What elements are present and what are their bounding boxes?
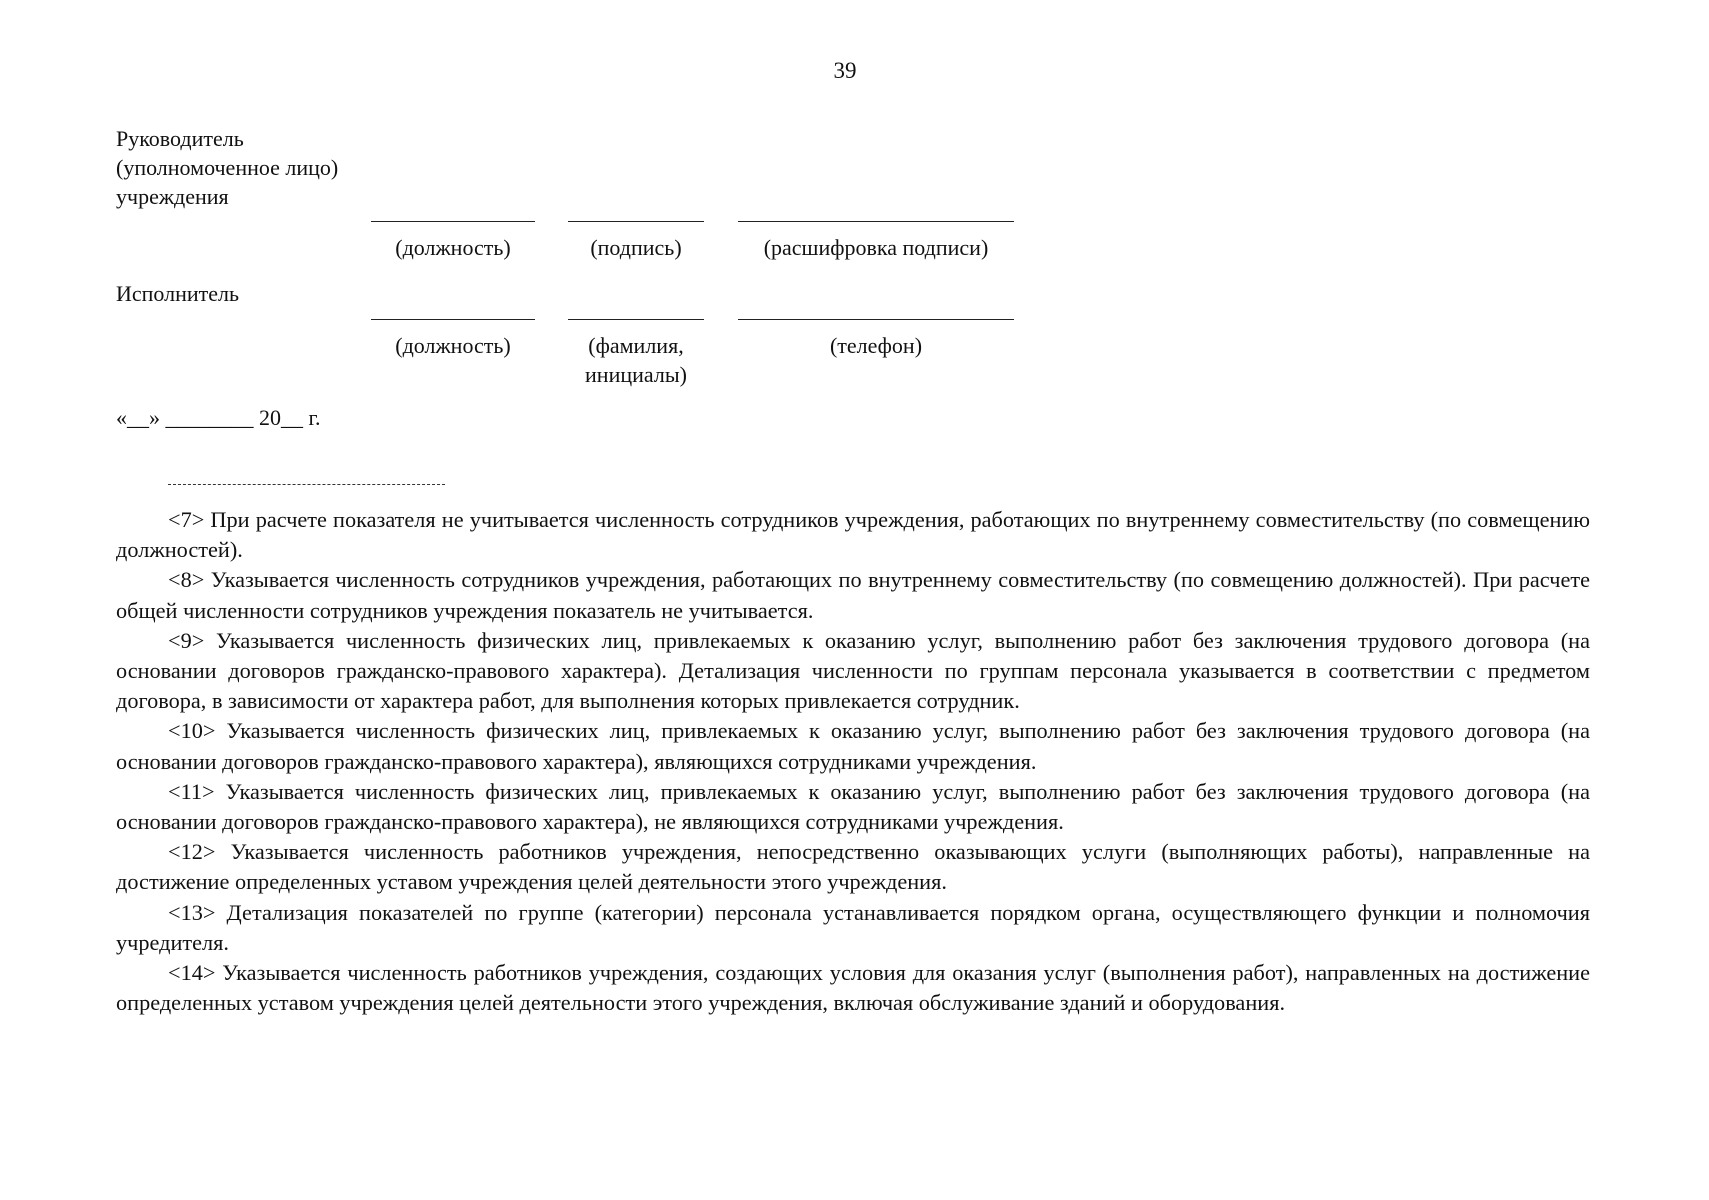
page-number: 39	[833, 58, 857, 83]
footnote-separator	[168, 484, 445, 485]
decoding-caption: (расшифровка подписи)	[763, 235, 989, 260]
footnotes	[116, 505, 1590, 1018]
surname-caption-line2: инициалы)	[585, 362, 687, 387]
head-title-line1: Руководитель	[116, 126, 244, 151]
surname-line	[568, 319, 704, 320]
footnote-8: <8> Указывается численность сотрудников учреждения, работающих по внутреннему совместительству (по совмещению должностей). При расчете общей численности сотрудников учреждения показатель не учитывается.	[116, 567, 1590, 623]
date-line: «__» ________ 20__ г.	[116, 405, 321, 430]
footnote-11: <11> Указывается численность физических лиц, привлекаемых к оказанию услуг, выполнению работ без заключения трудового договора (на основании договоров гражданско-правового характера), не являющихся сотрудниками учреждения.	[116, 778, 1590, 835]
decoding-line	[738, 221, 1014, 222]
footnote-12: <12> Указывается численность работников учреждения, непосредственно оказывающих услуги (выполняющих работы), направленные на достижение определенных уставом учреждения целей деятельности этого учреждения.	[116, 839, 1590, 895]
position-caption-2: (должность)	[395, 333, 511, 358]
position-caption-1: (должность)	[395, 235, 511, 260]
position-line-2	[371, 319, 535, 320]
footnote-14: <14> Указывается численность работников учреждения, создающих условия для оказания услуг (выполнения работ), направленных на достижение определенных уставом учреждения целей деятельности этого учреждения, включая обслуживание зданий и оборудования.	[116, 960, 1590, 1016]
footnote-7: <7> При расчете показателя не учитывается численность сотрудников учреждения, работающих по внутреннему совместительству (по совмещению должностей).	[116, 507, 1590, 563]
phone-line	[738, 319, 1014, 320]
footnote-9: <9> Указывается численность физических лиц, привлекаемых к оказанию услуг, выполнению работ без заключения трудового договора (на основании договоров гражданско-правового характера). Детализация численности по группам персонала указывается в соответствии с предметом договора, в зависимости от характера работ, для выполнения которых привлекается сотрудник.	[116, 627, 1590, 714]
executor-label: Исполнитель	[116, 281, 240, 306]
position-line-1	[371, 221, 535, 222]
head-title	[116, 124, 338, 211]
footnote-10: <10> Указывается численность физических лиц, привлекаемых к оказанию услуг, выполнению работ без заключения трудового договора (на основании договоров гражданско-правового характера), являющихся сотрудниками учреждения.	[116, 718, 1590, 774]
phone-caption: (телефон)	[829, 333, 923, 358]
surname-caption	[568, 331, 704, 389]
surname-caption-line1: (фамилия,	[588, 333, 684, 358]
footnote-13: <13> Детализация показателей по группе (категории) персонала устанавливается порядком органа, осуществляющего функции и полномочия учредителя.	[116, 899, 1590, 955]
signature-line	[568, 221, 704, 222]
head-title-line3: учреждения	[116, 184, 229, 209]
signature-caption: (подпись)	[590, 235, 682, 260]
head-title-line2: (уполномоченное лицо)	[116, 155, 339, 180]
